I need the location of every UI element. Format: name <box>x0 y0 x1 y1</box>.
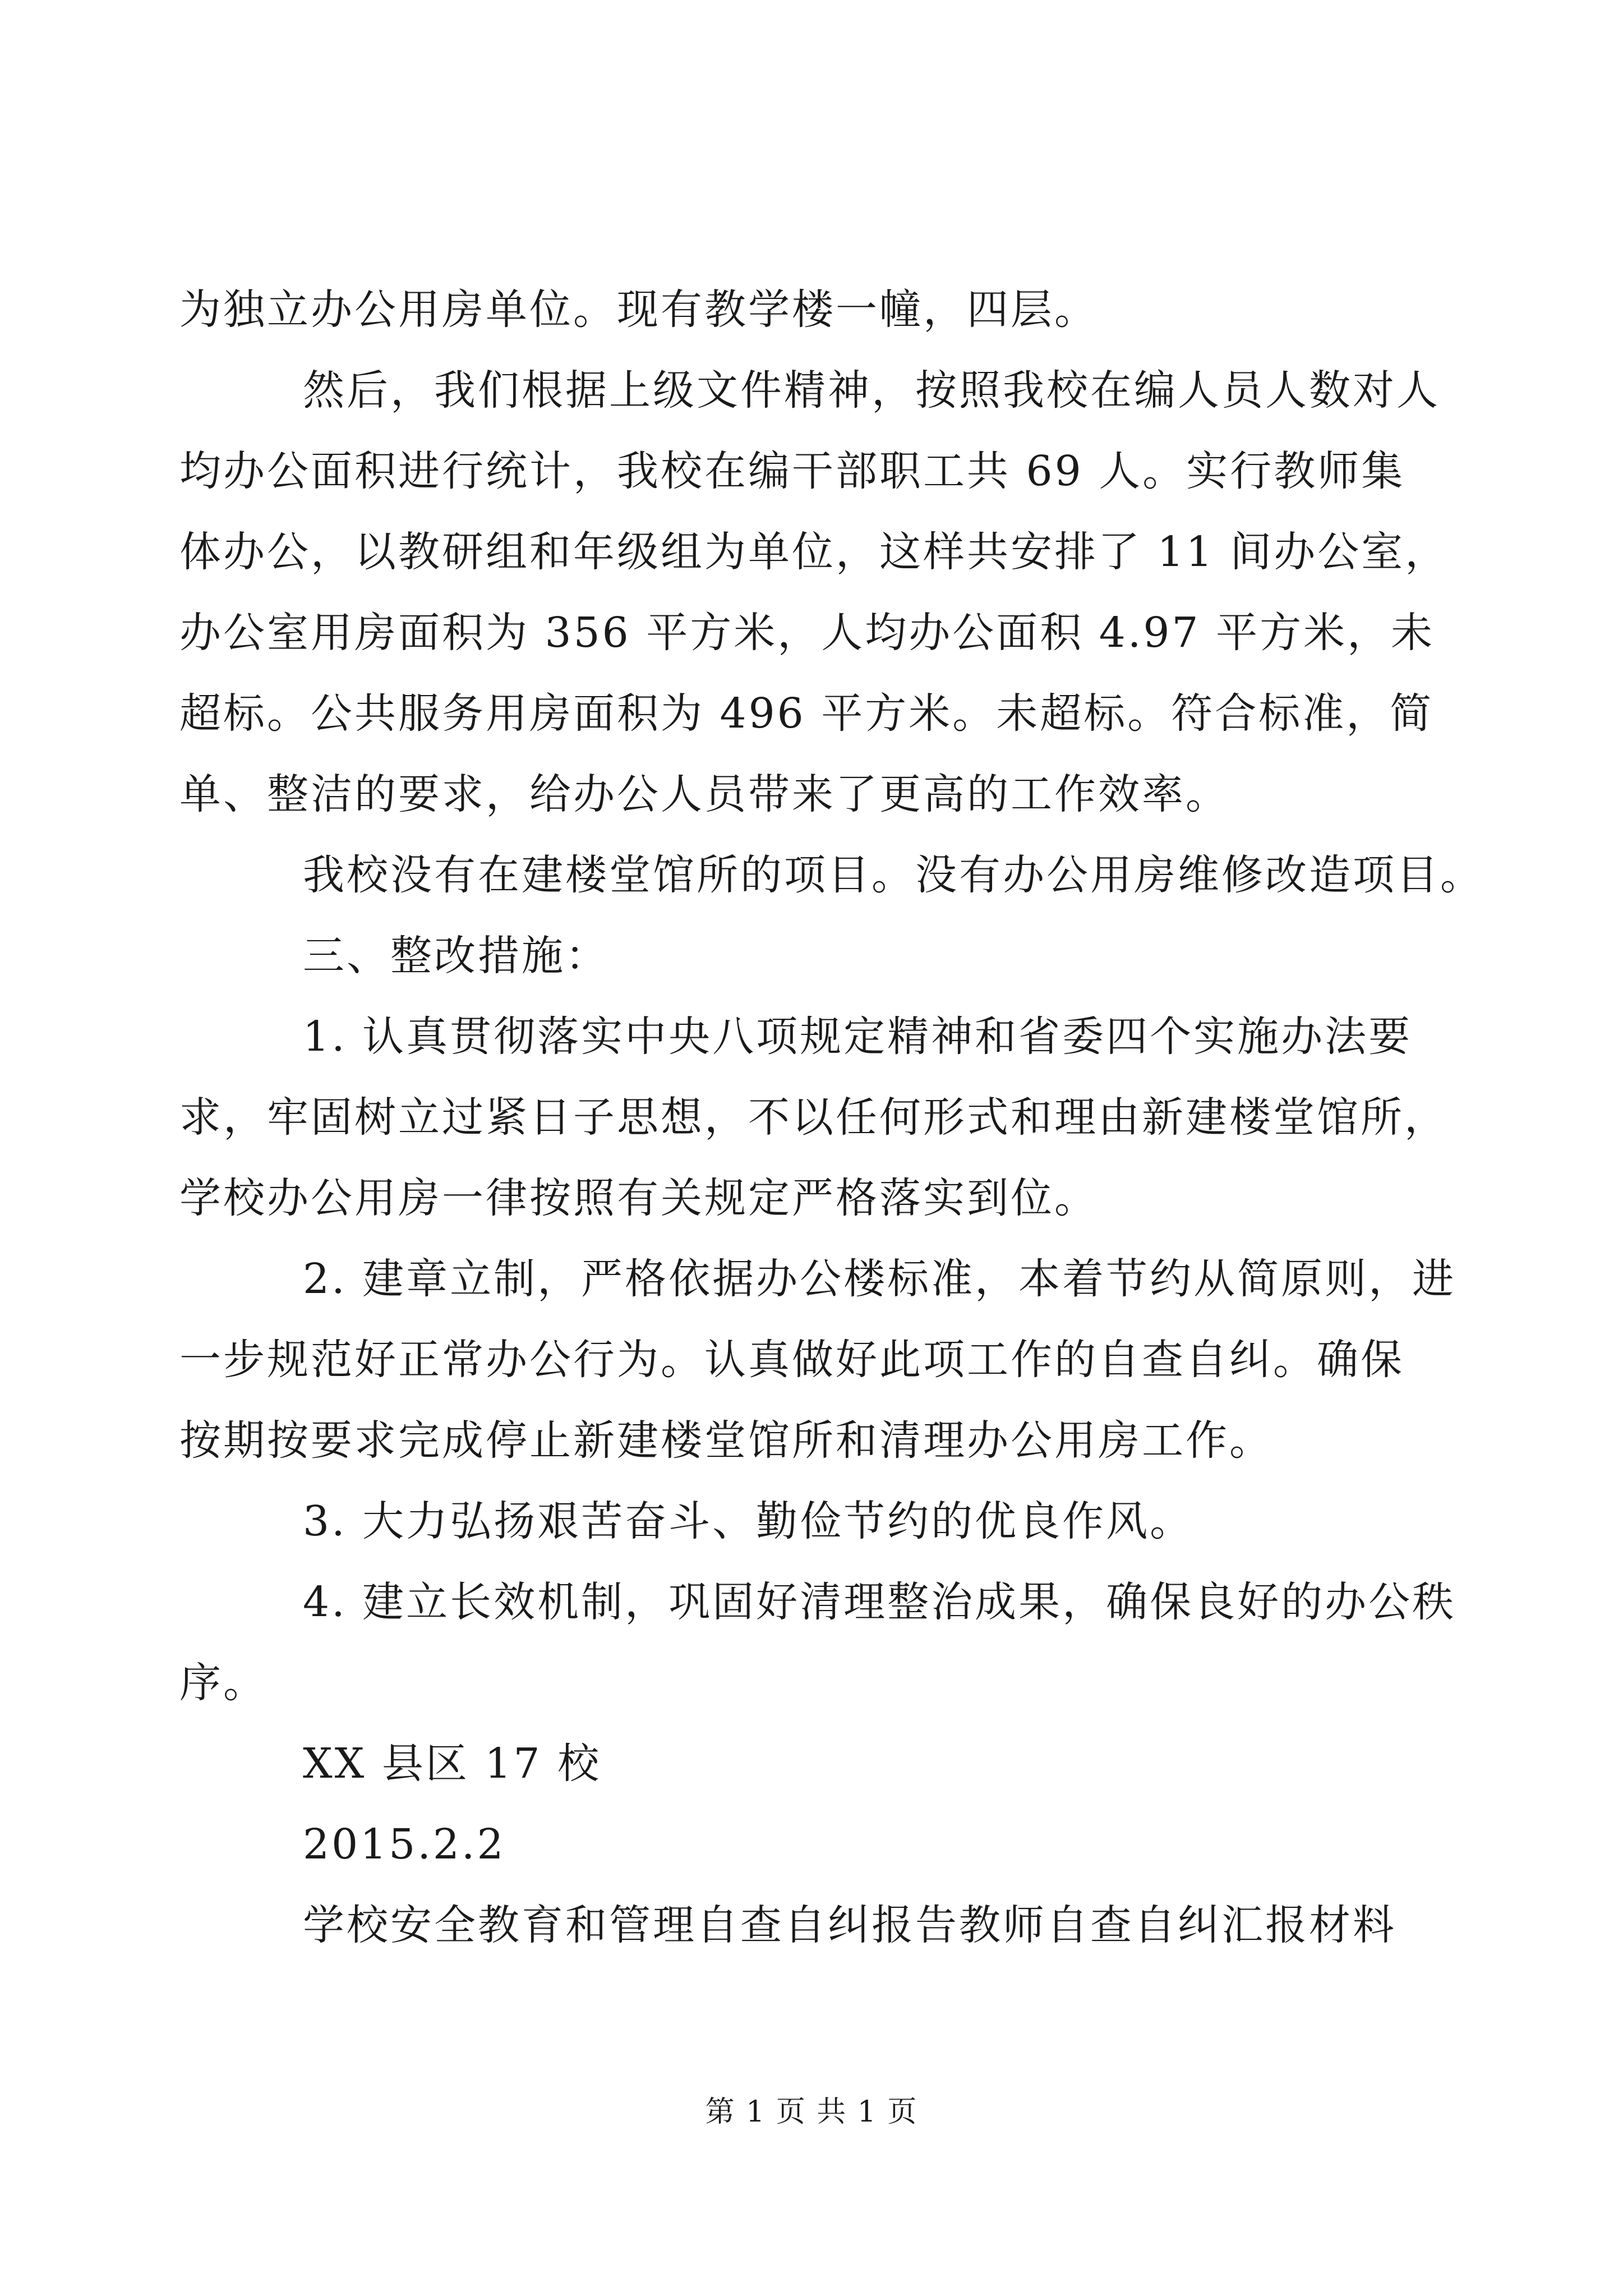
text-line: 序。 <box>179 1659 267 1707</box>
signature-date: 2015.2.2 <box>303 1820 506 1869</box>
text-line: 按期按要求完成停止新建楼堂馆所和清理办公用房工作。 <box>179 1416 1273 1465</box>
text-line: 求，牢固树立过紧日子思想，不以任何形式和理由新建楼堂馆所， <box>179 1093 1448 1142</box>
text-line: 均办公面积进行统计，我校在编干部职工共 69 人。实行教师集 <box>179 447 1405 495</box>
signature-organization: XX 县区 17 校 <box>303 1740 602 1788</box>
text-line: 超标。公共服务用房面积为 496 平方米。未超标。符合标准，简 <box>179 689 1434 738</box>
section-heading: 三、整改措施： <box>303 932 609 980</box>
text-line: 学校安全教育和管理自查自纠报告教师自查自纠汇报材料 <box>303 1901 1396 1949</box>
page-number-footer: 第 1 页 共 1 页 <box>705 2095 918 2129</box>
text-line: 1. 认真贯彻落实中央八项规定精神和省委四个实施办法要 <box>303 1013 1413 1061</box>
text-line: 然后，我们根据上级文件精神，按照我校在编人员人数对人 <box>303 366 1440 415</box>
text-line: 学校办公用房一律按照有关规定严格落实到位。 <box>179 1174 1098 1222</box>
text-line: 为独立办公用房单位。现有教学楼一幢，四层。 <box>179 286 1098 334</box>
text-line: 4. 建立长效机制，巩固好清理整治成果，确保良好的办公秩 <box>303 1578 1456 1626</box>
text-line: 办公室用房面积为 356 平方米，人均办公面积 4.97 平方米，未 <box>179 609 1435 657</box>
text-line: 我校没有在建楼堂馆所的项目。没有办公用房维修改造项目。 <box>303 851 1484 899</box>
document-body <box>179 269 1484 1966</box>
text-line: 2. 建章立制，严格依据办公楼标准，本着节约从简原则，进 <box>303 1255 1456 1303</box>
text-line: 体办公，以教研组和年级组为单位，这样共安排了 11 间办公室， <box>179 528 1449 576</box>
text-line: 3. 大力弘扬艰苦奋斗、勤俭节约的优良作风。 <box>303 1497 1194 1545</box>
text-line: 一步规范好正常办公行为。认真做好此项工作的自查自纠。确保 <box>179 1336 1404 1384</box>
text-line: 单、整洁的要求，给办公人员带来了更高的工作效率。 <box>179 770 1229 818</box>
